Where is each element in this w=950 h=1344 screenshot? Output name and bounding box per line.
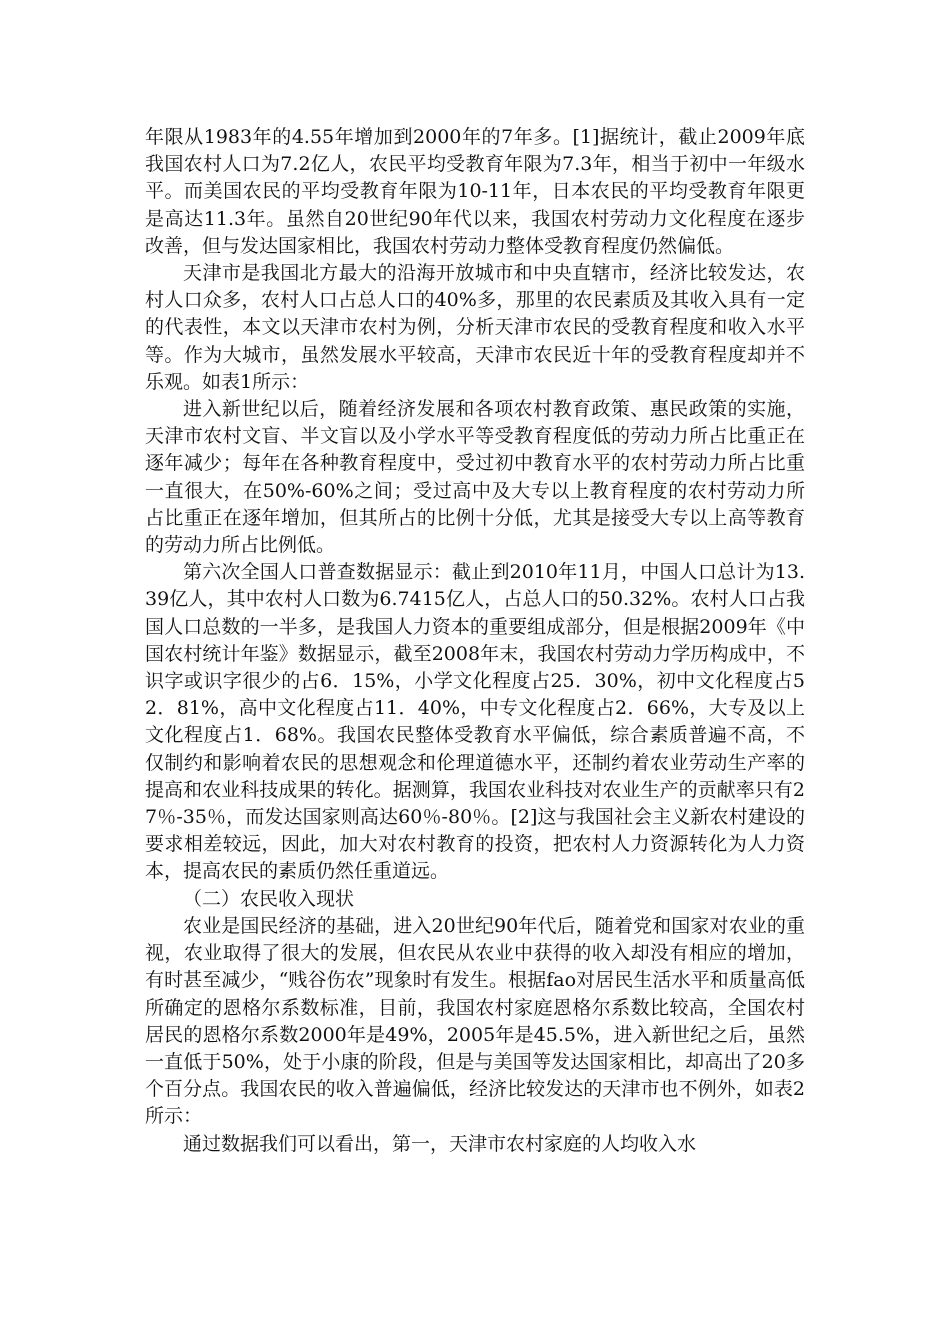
document-page [145,124,805,1158]
paragraph-agriculture-income: 农业是国民经济的基础，进入20世纪90年代后，随着党和国家对农业的重视，农业取得了很大的发展，但农民从农业中获得的收入却没有相应的增加，有时甚至减少，“贱谷伤农”现象时有发生。根据fao对居民生活水平和质量高低所确定的恩格尔系数标准，目前，我国农村家庭恩格尔系数比较高，全国农村居民的恩格尔系数2000年是49%，2005年是45.5%，进入新世纪之后，虽然一直低于50%，处于小康的阶段，但是与美国等发达国家相比，却高出了20多个百分点。我国农民的收入普遍偏低，经济比较发达的天津市也不例外，如表2所示： [145,914,805,1128]
paragraph-data-analysis: 通过数据我们可以看出，第一，天津市农村家庭的人均收入水 [183,1132,697,1155]
section-heading-income: （二）农民收入现状 [183,887,355,910]
paragraph-tianjin-intro: 天津市是我国北方最大的沿海开放城市和中央直辖市，经济比较发达，农村人口众多，农村人口占总人口的40%多，那里的农民素质及其收入具有一定的代表性，本文以天津市农村为例，分析天津市农民的受教育程度和收入水平等。作为大城市，虽然发展水平较高，天津市农民近十年的受教育程度却并不乐观。如表1所示： [145,262,805,393]
paragraph-education-years: 年限从1983年的4.55年增加到2000年的7年多。[1]据统计，截止2009年底我国农村人口为7.2亿人，农民平均受教育年限为7.3年，相当于初中一年级水平。而美国农民的平均受教育年限为10-11年，日本农民的平均受教育年限更是高达11.3年。虽然自20世纪90年代以来，我国农村劳动力文化程度在逐步改善，但与发达国家相比，我国农村劳动力整体受教育程度仍然偏低。 [145,126,805,257]
paragraph-new-century: 进入新世纪以后，随着经济发展和各项农村教育政策、惠民政策的实施，天津市农村文盲、半文盲以及小学水平等受教育程度低的劳动力所占比重正在逐年减少；每年在各种教育程度中，受过初中教育水平的农村劳动力所占比重一直很大，在50%-60%之间；受过高中及大专以上教育程度的农村劳动力所占比重正在逐年增加，但其所占的比例十分低，尤其是接受大专以上高等教育的劳动力所占比例低。 [145,398,805,557]
paragraph-census: 第六次全国人口普查数据显示：截止到2010年11月，中国人口总计为13.39亿人，其中农村人口数为6.7415亿人，占总人口的50.32%。农村人口占我国人口总数的一半多，是我国人力资本的重要组成部分，但是根据2009年《中国农村统计年鉴》数据显示，截至2008年末，我国农村劳动力学历构成中，不识字或识字很少的占6．15%，小学文化程度占25．30%，初中文化程度占52．81%，高中文化程度占11．40%，中专文化程度占2．66%，大专及以上文化程度占1．68%。我国农民整体受教育水平偏低，综合素质普遍不高，不仅制约和影响着农民的思想观念和伦理道德水平，还制约着农业劳动生产率的提高和农业科技成果的转化。据测算，我国农业科技对农业生产的贡献率只有27％-35％，而发达国家则高达60％-80％。[2]这与我国社会主义新农村建设的要求相差较远，因此，加大对农村教育的投资，把农村人力资源转化为人力资本，提高农民的素质仍然任重道远。 [145,561,805,883]
